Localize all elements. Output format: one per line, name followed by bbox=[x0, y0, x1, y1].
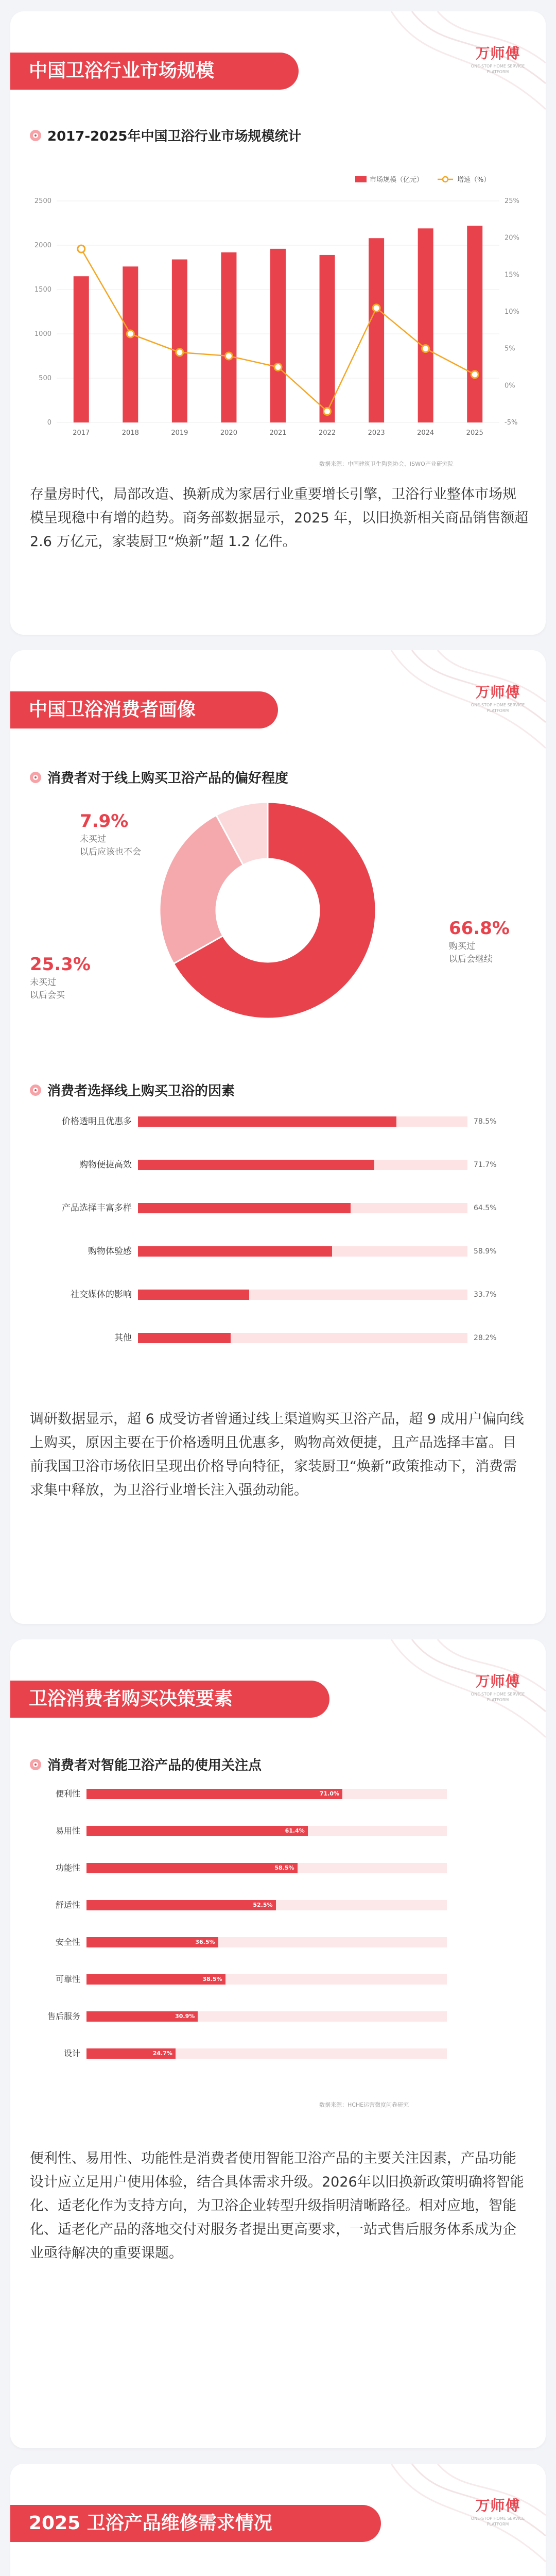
bar-track bbox=[138, 1160, 467, 1170]
bullet-icon bbox=[30, 1759, 41, 1770]
legend-line-marker bbox=[443, 177, 448, 182]
bar bbox=[86, 2048, 176, 2059]
x-tick: 2021 bbox=[269, 429, 287, 437]
bar-value-label: 71.7% bbox=[474, 1161, 497, 1169]
x-tick: 2018 bbox=[121, 429, 139, 437]
bar-track bbox=[86, 1863, 447, 1873]
bar bbox=[138, 1333, 231, 1343]
growth-point bbox=[225, 352, 232, 360]
growth-point bbox=[422, 345, 429, 352]
purchase-factors-card bbox=[10, 1639, 546, 2448]
pie-label-will-buy: 25.3% 未买过 以后会买 bbox=[30, 954, 91, 1001]
growth-point bbox=[373, 304, 380, 312]
bar-value-label: 78.5% bbox=[474, 1117, 497, 1126]
growth-point bbox=[274, 364, 282, 371]
chart-source: 数据来源：HCHE运营微度问卷研究 bbox=[319, 2102, 409, 2108]
bar-track bbox=[138, 1116, 467, 1127]
bar-track bbox=[138, 1246, 467, 1257]
growth-point bbox=[78, 245, 85, 252]
y-right-tick: 0% bbox=[505, 382, 515, 390]
legend-bar-label: 市场规模（亿元） bbox=[370, 176, 424, 184]
chart-subtitle: 消费者对智能卫浴产品的使用关注点 bbox=[30, 1755, 262, 1774]
bar-category-label: 产品选择丰富多样 bbox=[62, 1203, 132, 1213]
section-banner: 2025 卫浴产品维修需求情况 bbox=[10, 2505, 381, 2542]
bar bbox=[270, 249, 286, 422]
section-paragraph: 便利性、易用性、功能性是消费者使用智能卫浴产品的主要关注因素，产品功能设计应立足用户使用体验，结合具体需求升级。2026年以旧换新政策明确将智能化、适老化作为支持方向，为卫浴企业转型升级指明清晰路径。相对应地，智能化、适老化产品的落地交付对服务者提出更高要求，一站式售后服务体系成为企业亟待解决的重要课题。 bbox=[30, 2150, 524, 2261]
brand-logo: 万师傅 ONE-STOP HOME SERVICE PLATFORM bbox=[471, 45, 525, 74]
y-right-tick: 15% bbox=[505, 271, 519, 279]
bar-category-label: 舒适性 bbox=[55, 1900, 80, 1910]
legend-line-label: 增速（%） bbox=[457, 176, 491, 184]
bar-value-label: 71.0% bbox=[319, 1790, 339, 1797]
bar-track bbox=[86, 1974, 447, 1985]
bar-row bbox=[30, 1333, 509, 1343]
bar-category-label: 设计 bbox=[63, 2048, 80, 2058]
bar bbox=[86, 1937, 218, 1947]
bar-category-label: 购物体验感 bbox=[88, 1246, 132, 1257]
bar bbox=[86, 2011, 198, 2022]
y-right-tick: -5% bbox=[505, 419, 518, 427]
bar-row bbox=[30, 1826, 488, 1836]
x-tick: 2024 bbox=[417, 429, 435, 437]
online-factors-bar-chart bbox=[30, 1116, 524, 1374]
bar-category-label: 便利性 bbox=[55, 1789, 80, 1799]
x-tick: 2019 bbox=[171, 429, 188, 437]
x-tick: 2025 bbox=[466, 429, 483, 437]
section-banner: 中国卫浴消费者画像 bbox=[10, 691, 278, 728]
bar-row bbox=[30, 1160, 509, 1170]
smart-concerns-bar-chart bbox=[30, 1789, 493, 2082]
bar-track bbox=[86, 1789, 447, 1799]
bar-row bbox=[30, 1789, 488, 1799]
bar-value-label: 58.9% bbox=[474, 1247, 497, 1256]
bar-row bbox=[30, 1974, 488, 1985]
bar-category-label: 价格透明且优惠多 bbox=[62, 1116, 132, 1127]
bar-row bbox=[30, 1290, 509, 1300]
bar-track bbox=[138, 1333, 467, 1343]
y-right-tick: 25% bbox=[505, 197, 519, 205]
bar-track bbox=[86, 1937, 447, 1947]
bar-category-label: 购物便捷高效 bbox=[79, 1160, 132, 1170]
bar-category-label: 其他 bbox=[114, 1333, 132, 1343]
chart-subtitle: 2017-2025年中国卫浴行业市场规模统计 bbox=[30, 126, 302, 145]
bar bbox=[138, 1116, 396, 1127]
bar bbox=[86, 1974, 225, 1985]
x-tick: 2020 bbox=[220, 429, 237, 437]
pie-subtitle: 消费者对于线上购买卫浴产品的偏好程度 bbox=[30, 768, 288, 787]
x-tick: 2023 bbox=[368, 429, 385, 437]
y-left-tick: 500 bbox=[39, 375, 51, 382]
bullet-icon bbox=[30, 130, 41, 141]
bar bbox=[138, 1246, 332, 1257]
bar-category-label: 功能性 bbox=[55, 1863, 80, 1873]
bar-track bbox=[86, 1826, 447, 1836]
y-left-tick: 0 bbox=[47, 419, 51, 427]
y-right-tick: 10% bbox=[505, 308, 519, 316]
y-left-tick: 1000 bbox=[34, 330, 51, 338]
y-left-tick: 2500 bbox=[34, 197, 51, 205]
section-paragraph: 调研数据显示，超 6 成受访者曾通过线上渠道购买卫浴产品，超 9 成用户偏向线上购买，原因主要在于价格透明且优惠多，购物高效便捷，且产品选择丰富。目前我国卫浴市场依旧呈现出价格导向特征，家装厨卫“焕新”政策推动下，消费需求集中释放，为卫浴行业增长注入强劲动能。 bbox=[30, 1411, 524, 1498]
y-left-tick: 1500 bbox=[34, 286, 51, 294]
bar-row bbox=[30, 1203, 509, 1213]
bar-row bbox=[30, 1937, 488, 1947]
bar-value-label: 64.5% bbox=[474, 1204, 497, 1212]
market-size-chart bbox=[26, 165, 530, 453]
y-right-tick: 5% bbox=[505, 345, 515, 353]
brand-logo: 万师傅 ONE-STOP HOME SERVICE PLATFORM bbox=[471, 1673, 525, 1702]
y-left-tick: 2000 bbox=[34, 242, 51, 249]
bar-track bbox=[138, 1203, 467, 1213]
bar-value-label: 24.7% bbox=[152, 2050, 172, 2057]
bar-value-label: 58.5% bbox=[274, 1865, 294, 1871]
bar-category-label: 社交媒体的影响 bbox=[71, 1290, 132, 1300]
growth-point bbox=[176, 349, 183, 356]
pie-label-continue: 66.8% 购买过 以后会继续 bbox=[449, 918, 510, 964]
bar-row bbox=[30, 1246, 509, 1257]
section-paragraph: 存量房时代，局部改造、换新成为家居行业重要增长引擎，卫浴行业整体市场规模呈现稳中有增的趋势。商务部数据显示，2025 年，以旧换新相关商品销售额超 2.6 万亿元，家装厨卫“焕新”超 1.2 亿件。 bbox=[30, 486, 529, 550]
bar-value-label: 61.4% bbox=[285, 1827, 305, 1834]
bar bbox=[86, 1900, 276, 1910]
bar-category-label: 易用性 bbox=[55, 1826, 80, 1836]
bullet-icon bbox=[30, 1084, 41, 1096]
bar bbox=[138, 1290, 249, 1300]
bar-row bbox=[30, 2011, 488, 2022]
market-size-card bbox=[10, 11, 546, 635]
bar-value-label: 28.2% bbox=[474, 1334, 497, 1342]
bar-row bbox=[30, 1900, 488, 1910]
chart-source: 数据来源：中国建筑卫生陶瓷协会、ISWO产业研究院 bbox=[319, 461, 454, 467]
bar-value-label: 38.5% bbox=[202, 1976, 222, 1982]
bar-category-label: 售后服务 bbox=[47, 2011, 80, 2021]
bar bbox=[86, 1863, 298, 1873]
bar-category-label: 安全性 bbox=[55, 1937, 80, 1947]
y-right-tick: 20% bbox=[505, 234, 519, 242]
bar bbox=[138, 1203, 351, 1213]
bar-value-label: 30.9% bbox=[175, 2013, 195, 2020]
bar bbox=[418, 228, 433, 422]
bar-value-label: 33.7% bbox=[474, 1291, 497, 1299]
bar bbox=[221, 252, 236, 422]
pie-label-never: 7.9% 未买过 以后应该也不会 bbox=[80, 811, 141, 857]
growth-point bbox=[127, 330, 134, 337]
brand-logo: 万师傅 ONE-STOP HOME SERVICE PLATFORM bbox=[471, 684, 525, 713]
bar bbox=[138, 1160, 374, 1170]
bullet-icon bbox=[30, 772, 41, 783]
bar bbox=[74, 276, 89, 422]
bar-row bbox=[30, 1116, 509, 1127]
x-tick: 2017 bbox=[73, 429, 90, 437]
bar bbox=[123, 266, 138, 422]
bar bbox=[467, 226, 482, 422]
bar-row bbox=[30, 2048, 488, 2059]
bar-value-label: 36.5% bbox=[195, 1939, 215, 1945]
bar-track bbox=[86, 2011, 447, 2022]
legend-bar-swatch bbox=[355, 176, 367, 182]
section-banner: 中国卫浴行业市场规模 bbox=[10, 53, 299, 90]
bar-row bbox=[30, 1863, 488, 1873]
bar bbox=[86, 1826, 308, 1836]
bar bbox=[320, 255, 335, 422]
bar-subtitle: 消费者选择线上购买卫浴的因素 bbox=[30, 1080, 235, 1099]
repair-demand-card bbox=[10, 2464, 546, 2576]
bar-value-label: 52.5% bbox=[253, 1902, 273, 1908]
bar-track bbox=[86, 2048, 447, 2059]
bar-track bbox=[138, 1290, 467, 1300]
growth-point bbox=[324, 408, 331, 415]
bar bbox=[172, 260, 187, 422]
brand-logo: 万师傅 ONE-STOP HOME SERVICE PLATFORM bbox=[471, 2497, 525, 2527]
x-tick: 2022 bbox=[319, 429, 336, 437]
bar bbox=[369, 238, 384, 422]
bar-category-label: 可靠性 bbox=[55, 1974, 80, 1984]
bar bbox=[86, 1789, 342, 1799]
bar-track bbox=[86, 1900, 447, 1910]
section-banner: 卫浴消费者购买决策要素 bbox=[10, 1681, 329, 1718]
consumer-portrait-card bbox=[10, 650, 546, 1624]
growth-point bbox=[471, 371, 478, 378]
